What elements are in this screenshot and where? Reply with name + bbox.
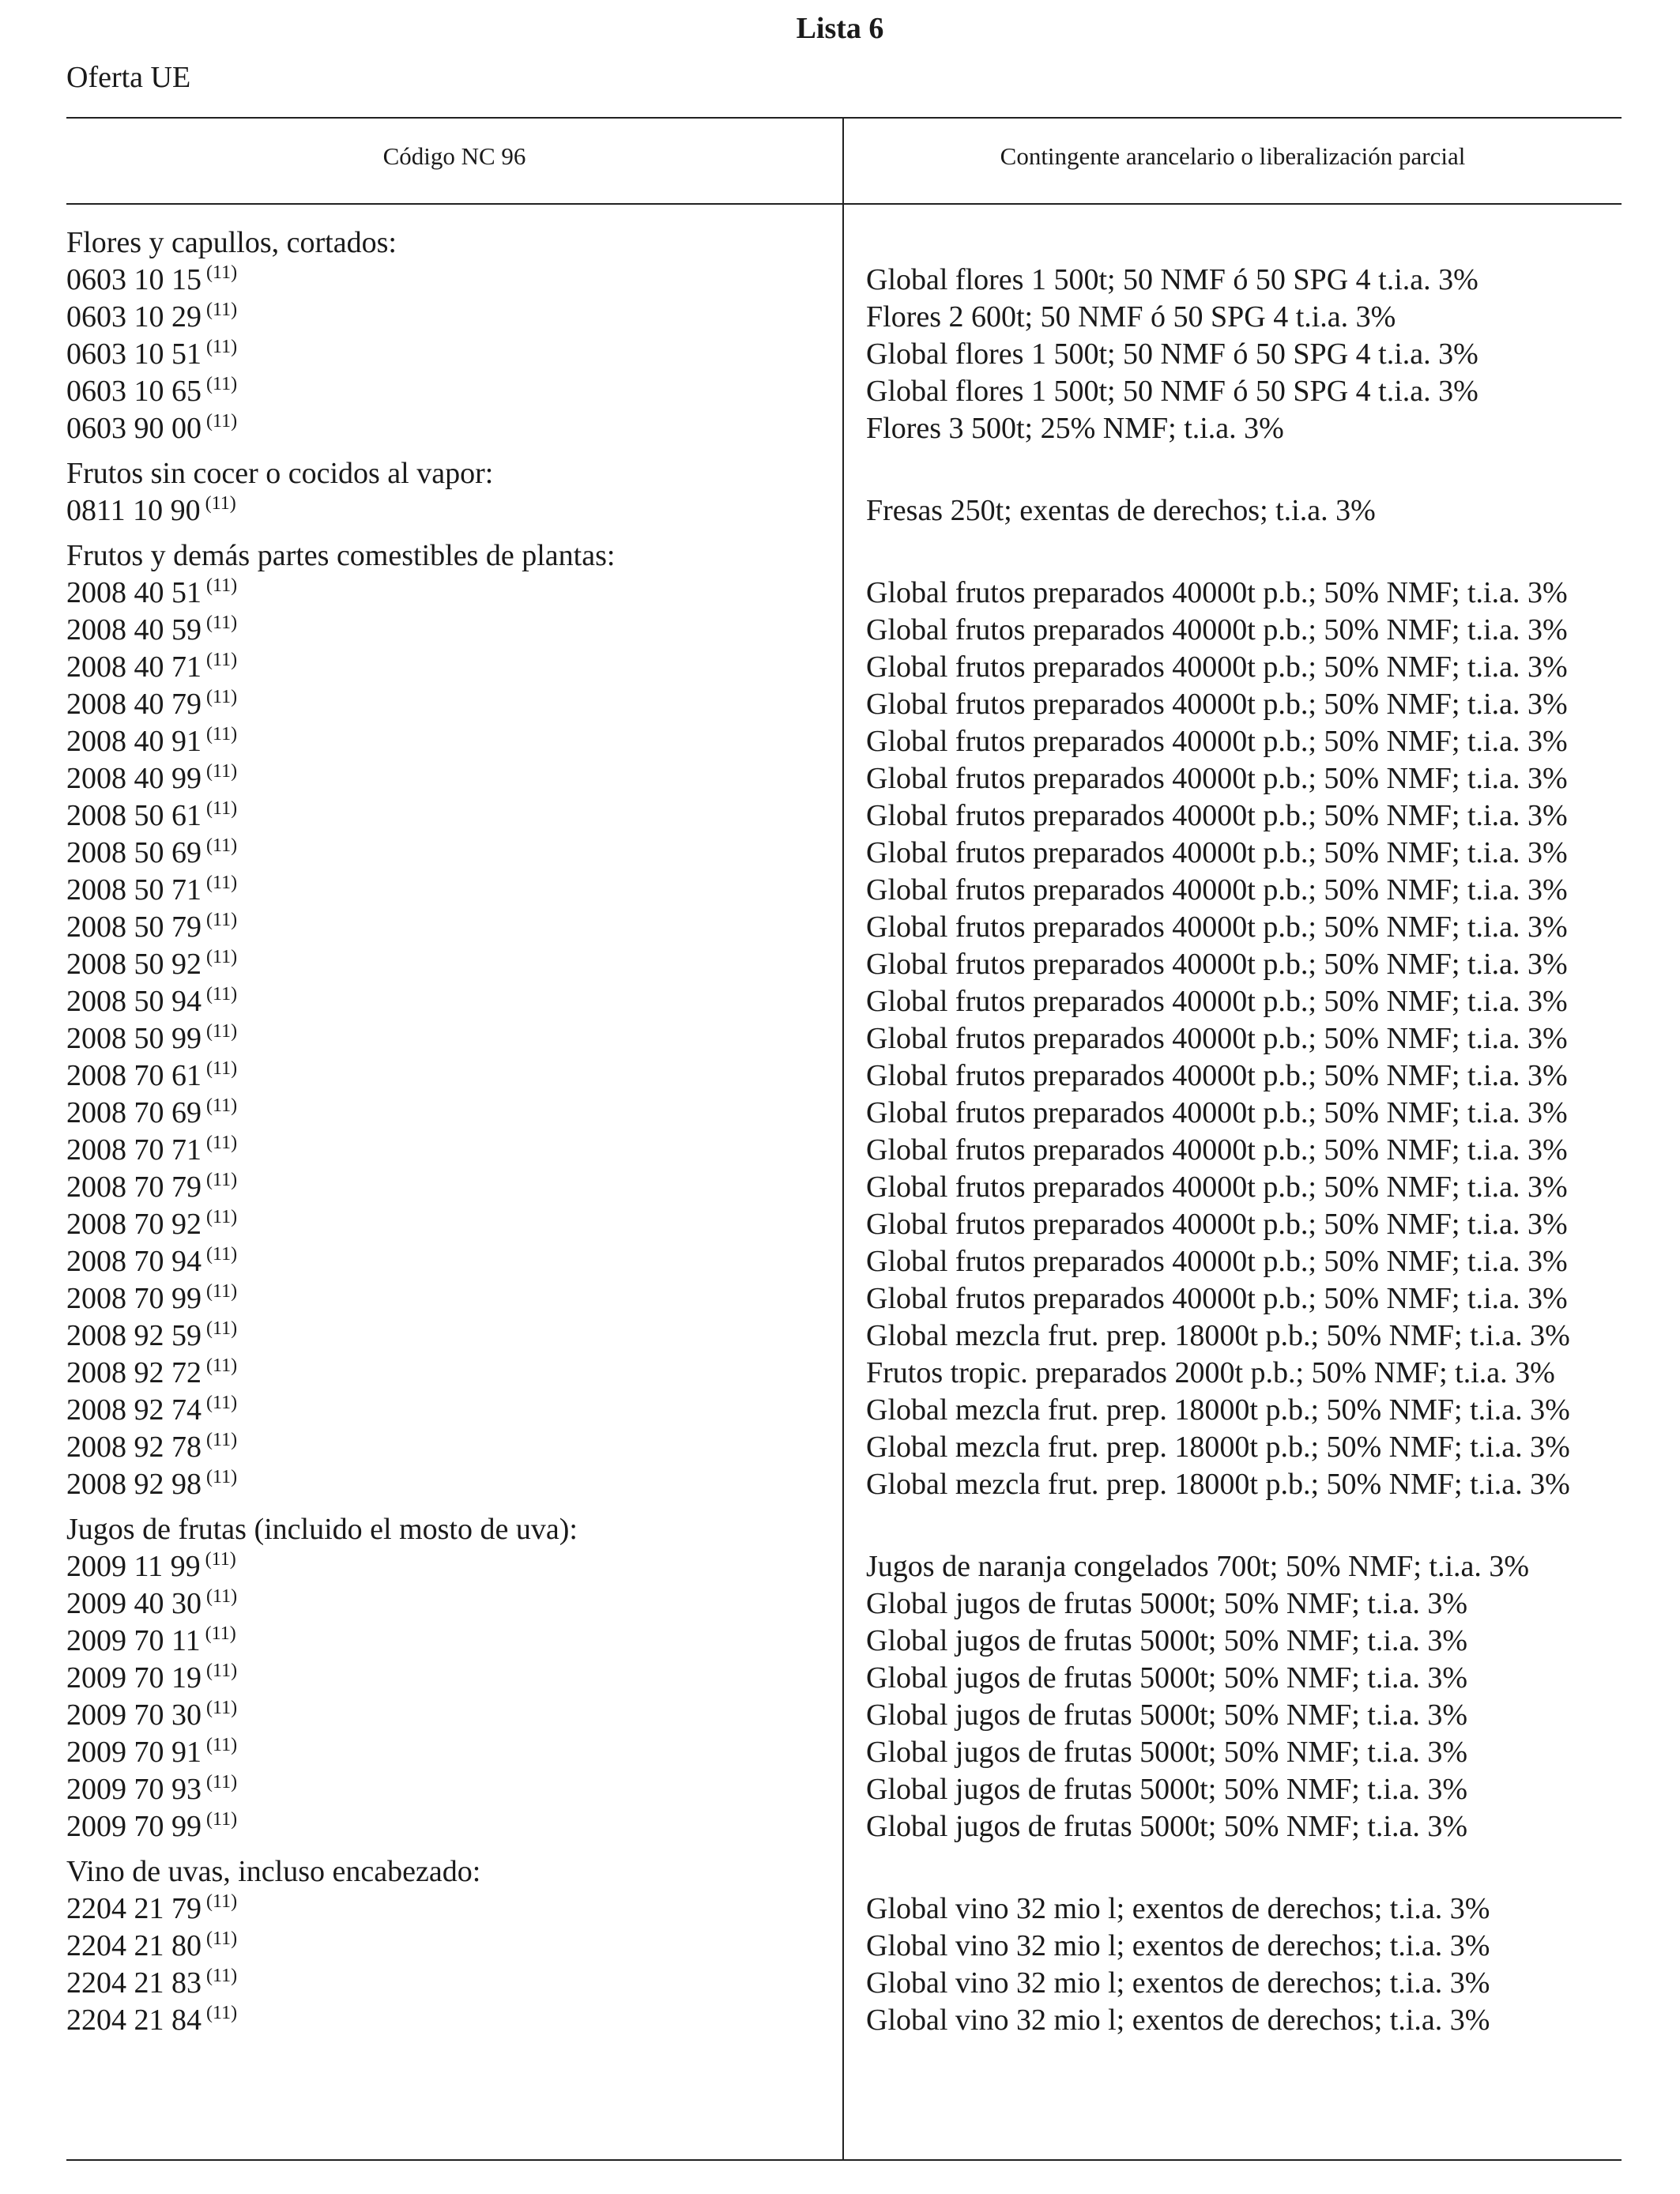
footnote-ref: (11) — [206, 724, 238, 745]
quota-description: Global frutos preparados 40000t p.b.; 50% NMF; t.i.a. 3% — [866, 576, 1568, 609]
quota-description: Global frutos preparados 40000t p.b.; 50% NMF; t.i.a. 3% — [866, 985, 1568, 1018]
table-row — [66, 492, 1622, 530]
nc-code-cell — [66, 649, 842, 686]
quota-description: Flores 2 600t; 50 NMF ó 50 SPG 4 t.i.a. 3% — [866, 300, 1396, 334]
nc-code: 2009 70 11 — [66, 1624, 201, 1657]
footnote-ref: (11) — [206, 1661, 238, 1681]
nc-code: 0603 10 15 — [66, 263, 202, 296]
nc-code-cell — [66, 299, 842, 336]
nc-code-cell — [66, 1548, 842, 1585]
nc-code: 2008 70 99 — [66, 1282, 202, 1315]
nc-code: 2008 70 94 — [66, 1245, 202, 1278]
nc-code: 2204 21 79 — [66, 1892, 202, 1925]
table-row — [66, 1355, 1622, 1392]
footnote-ref: (11) — [206, 947, 238, 967]
column-header-quota: Contingente arancelario o liberalización parcial — [1000, 142, 1466, 170]
nc-code: 2008 40 51 — [66, 576, 202, 609]
footnote-ref: (11) — [205, 1549, 236, 1570]
nc-code: 2009 11 99 — [66, 1550, 201, 1583]
quota-description: Global frutos preparados 40000t p.b.; 50% NMF; t.i.a. 3% — [866, 948, 1568, 981]
table-row — [66, 1928, 1622, 1965]
nc-code-cell — [66, 872, 842, 909]
table-row — [66, 649, 1622, 686]
nc-code: 0603 10 51 — [66, 337, 202, 371]
footnote-ref: (11) — [206, 1207, 238, 1227]
quota-description: Global mezcla frut. prep. 18000t p.b.; 50% NMF; t.i.a. 3% — [866, 1431, 1570, 1464]
footnote-ref: (11) — [206, 1809, 238, 1830]
footnote-ref: (11) — [206, 1467, 238, 1487]
nc-code: 2009 70 30 — [66, 1698, 202, 1732]
nc-code-cell — [66, 410, 842, 447]
footnote-ref: (11) — [206, 1244, 238, 1265]
table-bottom-rule — [66, 2159, 1622, 2161]
nc-code: 2204 21 80 — [66, 1929, 202, 1962]
table-row — [66, 1466, 1622, 1503]
nc-code: 2008 70 61 — [66, 1059, 202, 1092]
quota-description: Global mezcla frut. prep. 18000t p.b.; 50% NMF; t.i.a. 3% — [866, 1468, 1570, 1501]
table-row — [66, 1734, 1622, 1771]
table-row — [66, 1429, 1622, 1466]
nc-code-cell — [66, 1169, 842, 1206]
table-row — [66, 410, 1622, 447]
quota-description: Global frutos preparados 40000t p.b.; 50% NMF; t.i.a. 3% — [866, 1245, 1568, 1278]
footnote-ref: (11) — [206, 374, 238, 394]
quota-description: Frutos tropic. preparados 2000t p.b.; 50% NMF; t.i.a. 3% — [866, 1356, 1555, 1389]
nc-code-cell — [66, 2002, 842, 2039]
nc-code-cell — [66, 1429, 842, 1466]
nc-code: 0811 10 90 — [66, 494, 201, 527]
nc-code-cell — [66, 1808, 842, 1845]
table-row — [66, 336, 1622, 373]
quota-description: Global mezcla frut. prep. 18000t p.b.; 50% NMF; t.i.a. 3% — [866, 1393, 1570, 1427]
table-row — [66, 1132, 1622, 1169]
table-row — [66, 1392, 1622, 1429]
nc-code-cell — [66, 723, 842, 760]
quota-description: Global frutos preparados 40000t p.b.; 50% NMF; t.i.a. 3% — [866, 1096, 1568, 1129]
quota-description: Global flores 1 500t; 50 NMF ó 50 SPG 4 t.i.a. 3% — [866, 337, 1478, 371]
footnote-ref: (11) — [206, 1355, 238, 1376]
table-row — [66, 262, 1622, 299]
footnote-ref: (11) — [206, 575, 238, 596]
quota-description: Global jugos de frutas 5000t; 50% NMF; t.i.a. 3% — [866, 1698, 1467, 1732]
table-row — [66, 723, 1622, 760]
nc-code-cell — [66, 1020, 842, 1057]
nc-code: 2008 92 78 — [66, 1431, 202, 1464]
quota-description: Global frutos preparados 40000t p.b.; 50% NMF; t.i.a. 3% — [866, 613, 1568, 647]
table-row — [66, 612, 1622, 649]
quota-description: Global frutos preparados 40000t p.b.; 50% NMF; t.i.a. 3% — [866, 1208, 1568, 1241]
nc-code: 2008 40 79 — [66, 688, 202, 721]
quota-description: Global jugos de frutas 5000t; 50% NMF; t.i.a. 3% — [866, 1624, 1467, 1657]
nc-code: 2008 50 94 — [66, 985, 202, 1018]
quota-description: Global flores 1 500t; 50 NMF ó 50 SPG 4 t.i.a. 3% — [866, 263, 1478, 296]
nc-code: 2008 50 61 — [66, 799, 202, 832]
table-row — [66, 1243, 1622, 1280]
nc-code: 2009 40 30 — [66, 1587, 202, 1620]
footnote-ref: (11) — [206, 337, 238, 357]
nc-code: 2009 70 93 — [66, 1773, 202, 1806]
nc-code: 2008 50 92 — [66, 948, 202, 981]
table-row — [66, 575, 1622, 612]
table-row — [66, 983, 1622, 1020]
table-row — [66, 299, 1622, 336]
footnote-ref: (11) — [206, 687, 238, 707]
footnote-ref: (11) — [206, 1928, 238, 1949]
quota-description: Global frutos preparados 40000t p.b.; 50% NMF; t.i.a. 3% — [866, 836, 1568, 869]
table-section — [66, 224, 1622, 447]
footnote-ref: (11) — [206, 300, 238, 320]
footnote-ref: (11) — [206, 835, 238, 856]
quota-description: Global frutos preparados 40000t p.b.; 50% NMF; t.i.a. 3% — [866, 688, 1568, 721]
quota-description: Global jugos de frutas 5000t; 50% NMF; t.i.a. 3% — [866, 1587, 1467, 1620]
quota-description: Flores 3 500t; 25% NMF; t.i.a. 3% — [866, 412, 1284, 445]
nc-code: 2008 70 79 — [66, 1171, 202, 1204]
nc-code-cell — [66, 1466, 842, 1503]
nc-code-cell — [66, 1623, 842, 1660]
nc-code-cell — [66, 575, 842, 612]
nc-code: 2008 50 71 — [66, 873, 202, 907]
quota-description: Global frutos preparados 40000t p.b.; 50% NMF; t.i.a. 3% — [866, 650, 1568, 684]
nc-code-cell — [66, 909, 842, 946]
section-title: Jugos de frutas (incluido el mosto de uva): — [66, 1513, 578, 1546]
table-row — [66, 909, 1622, 946]
nc-code: 2008 40 99 — [66, 762, 202, 795]
quota-description: Global jugos de frutas 5000t; 50% NMF; t.i.a. 3% — [866, 1773, 1467, 1806]
table-row — [66, 1585, 1622, 1623]
nc-code-cell — [66, 1965, 842, 2002]
quota-description: Global frutos preparados 40000t p.b.; 50% NMF; t.i.a. 3% — [866, 910, 1568, 944]
footnote-ref: (11) — [206, 1170, 238, 1190]
nc-code-cell — [66, 1585, 842, 1623]
footnote-ref: (11) — [206, 1058, 238, 1079]
nc-code-cell — [66, 1243, 842, 1280]
table-row — [66, 1660, 1622, 1697]
footnote-ref: (11) — [205, 493, 236, 514]
nc-code: 2009 70 19 — [66, 1661, 202, 1695]
nc-code: 2008 50 79 — [66, 910, 202, 944]
nc-code: 2204 21 84 — [66, 2004, 202, 2037]
table-row — [66, 1095, 1622, 1132]
nc-code-cell — [66, 1132, 842, 1169]
footnote-ref: (11) — [206, 1021, 238, 1042]
nc-code: 2008 92 59 — [66, 1319, 202, 1352]
section-title: Vino de uvas, incluso encabezado: — [66, 1855, 481, 1888]
footnote-ref: (11) — [206, 1318, 238, 1339]
quota-description: Global frutos preparados 40000t p.b.; 50% NMF; t.i.a. 3% — [866, 762, 1568, 795]
nc-code: 2008 50 69 — [66, 836, 202, 869]
quota-description: Global vino 32 mio l; exentos de derechos; t.i.a. 3% — [866, 1929, 1490, 1962]
footnote-ref: (11) — [206, 910, 238, 930]
footnote-ref: (11) — [206, 873, 238, 893]
page-subtitle: Oferta UE — [66, 61, 191, 94]
quota-description: Global mezcla frut. prep. 18000t p.b.; 50% NMF; t.i.a. 3% — [866, 1319, 1570, 1352]
nc-code: 0603 90 00 — [66, 412, 202, 445]
nc-code-cell — [66, 1318, 842, 1355]
quota-description: Global frutos preparados 40000t p.b.; 50% NMF; t.i.a. 3% — [866, 725, 1568, 758]
footnote-ref: (11) — [205, 1623, 236, 1644]
table-section — [66, 455, 1622, 530]
nc-code-cell — [66, 262, 842, 299]
nc-code: 2008 40 59 — [66, 613, 202, 647]
section-title: Frutos sin cocer o cocidos al vapor: — [66, 457, 494, 490]
footnote-ref: (11) — [206, 2003, 238, 2023]
quota-description: Global jugos de frutas 5000t; 50% NMF; t.i.a. 3% — [866, 1736, 1467, 1769]
quota-description: Global frutos preparados 40000t p.b.; 50% NMF; t.i.a. 3% — [866, 1171, 1568, 1204]
table-section — [66, 1853, 1622, 2039]
table-body — [66, 224, 1622, 2039]
table-row — [66, 1771, 1622, 1808]
footnote-ref: (11) — [206, 613, 238, 633]
nc-code: 2008 92 72 — [66, 1356, 202, 1389]
table-row — [66, 1169, 1622, 1206]
table-section — [66, 1511, 1622, 1845]
footnote-ref: (11) — [206, 1430, 238, 1450]
table-row — [66, 1020, 1622, 1057]
footnote-ref: (11) — [206, 1393, 238, 1413]
quota-description: Global frutos preparados 40000t p.b.; 50% NMF; t.i.a. 3% — [866, 1059, 1568, 1092]
nc-code-cell — [66, 1280, 842, 1318]
quota-description: Jugos de naranja congelados 700t; 50% NMF; t.i.a. 3% — [866, 1550, 1530, 1583]
table-header-rule — [66, 203, 1622, 205]
table-row — [66, 1318, 1622, 1355]
quota-description: Fresas 250t; exentas de derechos; t.i.a. 3% — [866, 494, 1376, 527]
quota-description: Global vino 32 mio l; exentos de derechos; t.i.a. 3% — [866, 1892, 1490, 1925]
footnote-ref: (11) — [206, 1095, 238, 1116]
footnote-ref: (11) — [206, 262, 238, 283]
table-row — [66, 946, 1622, 983]
quota-description: Global vino 32 mio l; exentos de derechos; t.i.a. 3% — [866, 1966, 1490, 2000]
table-section — [66, 537, 1622, 1503]
nc-code: 2009 70 99 — [66, 1810, 202, 1843]
nc-code: 2008 70 71 — [66, 1133, 202, 1167]
nc-code: 2204 21 83 — [66, 1966, 202, 2000]
table-top-rule — [66, 117, 1622, 119]
quota-description: Global frutos preparados 40000t p.b.; 50% NMF; t.i.a. 3% — [866, 873, 1568, 907]
quota-description: Global jugos de frutas 5000t; 50% NMF; t.i.a. 3% — [866, 1810, 1467, 1843]
section-title: Frutos y demás partes comestibles de plantas: — [66, 539, 616, 572]
nc-code-cell — [66, 1392, 842, 1429]
footnote-ref: (11) — [206, 1891, 238, 1912]
footnote-ref: (11) — [206, 984, 238, 1005]
footnote-ref: (11) — [206, 1735, 238, 1755]
table-row — [66, 797, 1622, 835]
table-row — [66, 1623, 1622, 1660]
quota-description: Global flores 1 500t; 50 NMF ó 50 SPG 4 t.i.a. 3% — [866, 375, 1478, 408]
table-row — [66, 1280, 1622, 1318]
footnote-ref: (11) — [206, 1966, 238, 1986]
table-row — [66, 872, 1622, 909]
nc-code-cell — [66, 612, 842, 649]
table-row — [66, 1206, 1622, 1243]
nc-code: 2008 40 91 — [66, 725, 202, 758]
table-row — [66, 835, 1622, 872]
footnote-ref: (11) — [206, 650, 238, 670]
nc-code-cell — [66, 492, 842, 530]
nc-code-cell — [66, 1734, 842, 1771]
nc-code-cell — [66, 946, 842, 983]
table-row — [66, 760, 1622, 797]
footnote-ref: (11) — [206, 798, 238, 819]
section-title: Flores y capullos, cortados: — [66, 226, 397, 259]
footnote-ref: (11) — [206, 1772, 238, 1793]
nc-code: 2008 40 71 — [66, 650, 202, 684]
nc-code-cell — [66, 336, 842, 373]
table-row — [66, 1891, 1622, 1928]
footnote-ref: (11) — [206, 1586, 238, 1607]
nc-code-cell — [66, 686, 842, 723]
quota-description: Global jugos de frutas 5000t; 50% NMF; t.i.a. 3% — [866, 1661, 1467, 1695]
column-header-code: Código NC 96 — [382, 142, 526, 170]
quota-description: Global frutos preparados 40000t p.b.; 50% NMF; t.i.a. 3% — [866, 1133, 1568, 1167]
nc-code-cell — [66, 1891, 842, 1928]
nc-code: 0603 10 65 — [66, 375, 202, 408]
nc-code-cell — [66, 983, 842, 1020]
footnote-ref: (11) — [206, 1281, 238, 1302]
nc-code: 2008 50 99 — [66, 1022, 202, 1055]
table-row — [66, 2002, 1622, 2039]
nc-code-cell — [66, 1095, 842, 1132]
footnote-ref: (11) — [206, 1133, 238, 1153]
nc-code: 2008 92 98 — [66, 1468, 202, 1501]
nc-code-cell — [66, 373, 842, 410]
nc-code-cell — [66, 1928, 842, 1965]
nc-code: 2008 70 69 — [66, 1096, 202, 1129]
nc-code-cell — [66, 1771, 842, 1808]
nc-code-cell — [66, 1355, 842, 1392]
table-row — [66, 1965, 1622, 2002]
nc-code-cell — [66, 1697, 842, 1734]
nc-code: 2008 70 92 — [66, 1208, 202, 1241]
table-row — [66, 1057, 1622, 1095]
quota-description: Global frutos preparados 40000t p.b.; 50% NMF; t.i.a. 3% — [866, 799, 1568, 832]
nc-code-cell — [66, 835, 842, 872]
table-row — [66, 1548, 1622, 1585]
quota-description: Global frutos preparados 40000t p.b.; 50% NMF; t.i.a. 3% — [866, 1282, 1568, 1315]
nc-code: 2008 92 74 — [66, 1393, 202, 1427]
table-row — [66, 686, 1622, 723]
footnote-ref: (11) — [206, 761, 238, 782]
table-row — [66, 1808, 1622, 1845]
nc-code: 0603 10 29 — [66, 300, 202, 334]
nc-code-cell — [66, 1206, 842, 1243]
page-title: Lista 6 — [796, 12, 884, 45]
quota-description: Global frutos preparados 40000t p.b.; 50% NMF; t.i.a. 3% — [866, 1022, 1568, 1055]
nc-code-cell — [66, 797, 842, 835]
nc-code-cell — [66, 1057, 842, 1095]
nc-code: 2009 70 91 — [66, 1736, 202, 1769]
nc-code-cell — [66, 1660, 842, 1697]
quota-description: Global vino 32 mio l; exentos de derechos; t.i.a. 3% — [866, 2004, 1490, 2037]
table-row — [66, 1697, 1622, 1734]
table-row — [66, 373, 1622, 410]
footnote-ref: (11) — [206, 1698, 238, 1718]
footnote-ref: (11) — [206, 411, 238, 432]
nc-code-cell — [66, 760, 842, 797]
